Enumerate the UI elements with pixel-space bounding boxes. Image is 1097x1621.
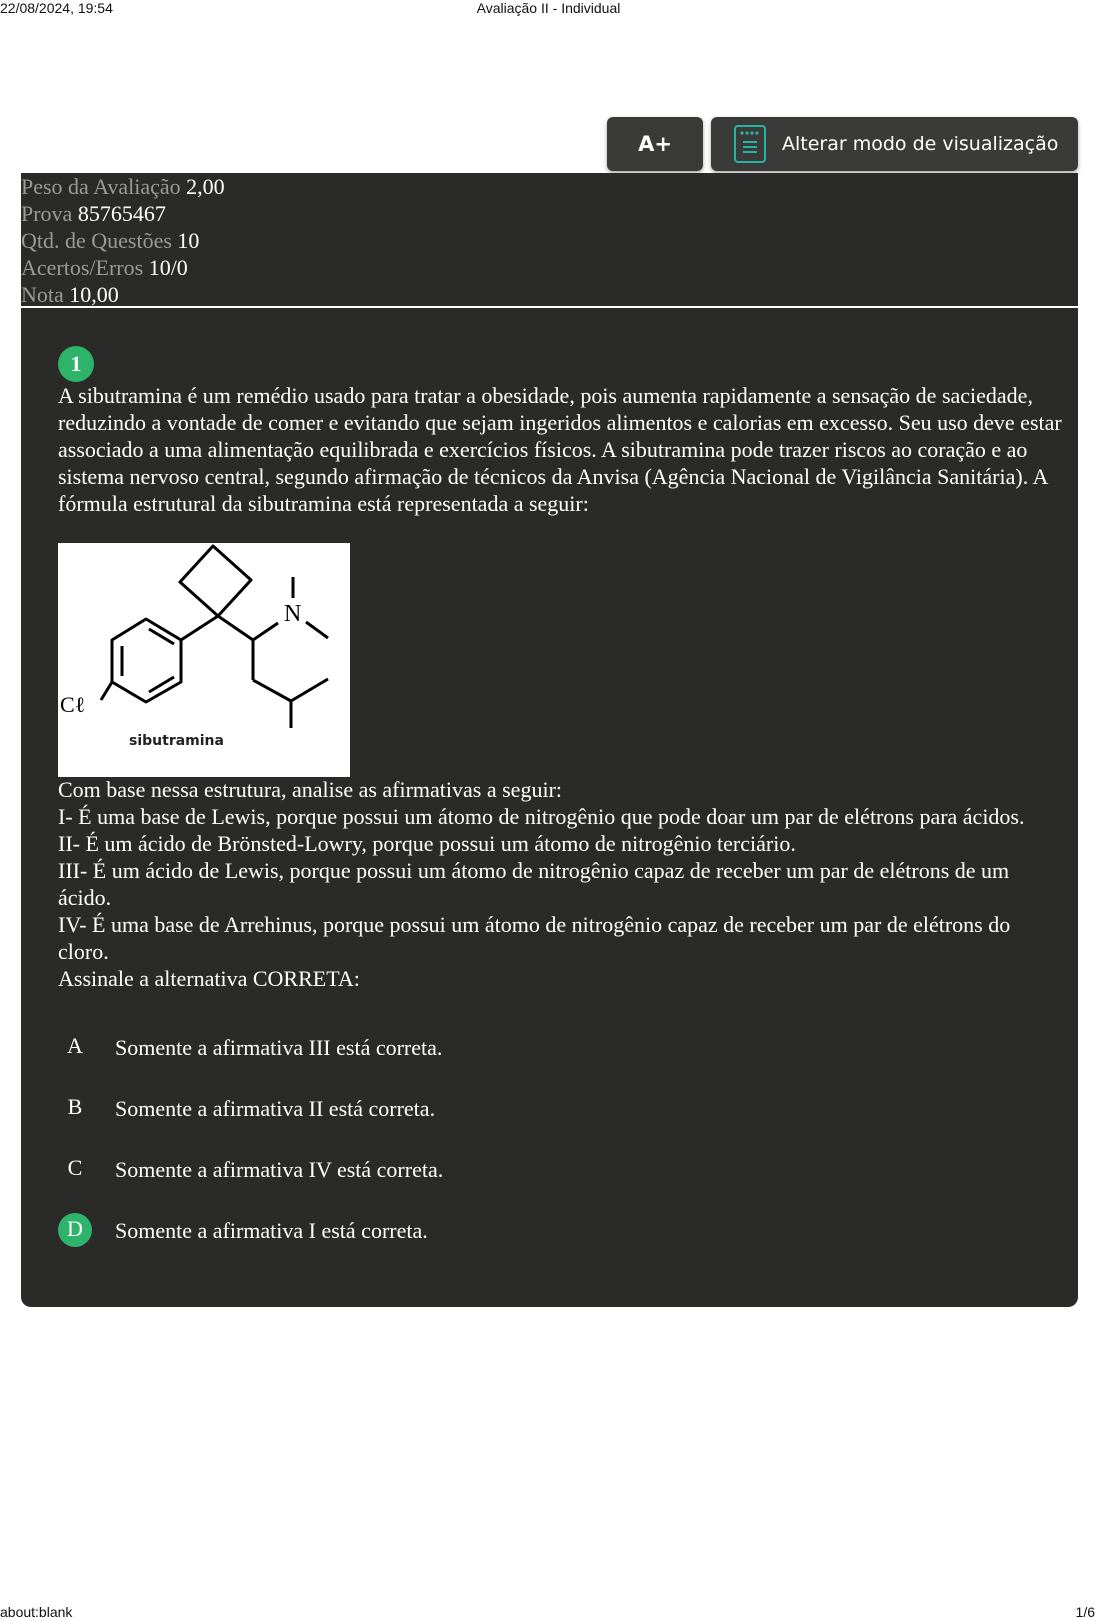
print-datetime: 22/08/2024, 19:54 [0, 0, 113, 16]
summary-score-value: 10/0 [148, 255, 188, 280]
option-letter-selected: D [58, 1213, 92, 1247]
statement-2: II- É um ácido de Brönsted-Lowry, porque possui um átomo de nitrogênio terciário. [58, 831, 796, 856]
option-text: Somente a afirmativa III está correta. [115, 1035, 443, 1060]
question-prompt: Assinale a alternativa CORRETA: [58, 966, 360, 991]
option-a[interactable] [58, 1030, 1058, 1066]
summary-weight-label: Peso da Avaliação [21, 174, 181, 199]
summary-grade [21, 281, 1078, 308]
question-card [21, 308, 1078, 1307]
option-letter: B [67, 1094, 83, 1119]
summary-exam-value: 85765467 [77, 201, 166, 226]
question-statements [58, 776, 1063, 992]
question-stem: A sibutramina é um remédio usado para tratar a obesidade, pois aumenta rapidamente a sensação de saciedade, reduzindo a vontade de comer e evitando que sejam ingeridos alimentos e calorias em excesso. Seu uso deve estar associado a uma alimentação equilibrada e exercícios físicos. A sibutramina pode trazer riscos ao coração e ao sistema nervoso central, segundo afirmação de técnicos da Anvisa (Agência Nacional de Vigilância Sanitária). A fórmula estrutural da sibutramina está representada a seguir: [58, 383, 1062, 516]
question-number-badge: 1 [58, 346, 94, 382]
summary-weight [21, 173, 1078, 200]
option-text: Somente a afirmativa IV está correta. [115, 1157, 444, 1182]
chlorine-atom-label: Cℓ [60, 692, 86, 717]
print-footer [0, 1604, 1097, 1620]
summary-score-label: Acertos/Erros [21, 255, 144, 280]
print-url: about:blank [0, 1604, 73, 1620]
change-view-mode-button[interactable] [711, 117, 1078, 171]
summary-grade-label: Nota [21, 282, 64, 307]
summary-count-value: 10 [177, 228, 200, 253]
exam-summary [21, 173, 1078, 306]
summary-grade-value: 10,00 [69, 282, 119, 307]
option-letter: C [67, 1155, 83, 1180]
summary-count-label: Qtd. de Questões [21, 228, 172, 253]
option-text: Somente a afirmativa II está correta. [115, 1096, 436, 1121]
sibutramine-structure-image [58, 543, 350, 777]
change-view-mode-label: Alterar modo de visualização [782, 133, 1059, 155]
option-d-selected[interactable] [58, 1213, 1058, 1249]
print-header [0, 0, 1097, 16]
summary-score [21, 254, 1078, 281]
figure-caption: sibutramina [129, 733, 224, 749]
option-c[interactable] [58, 1152, 1058, 1188]
statement-4: IV- É uma base de Arrehinus, porque possui um átomo de nitrogênio capaz de receber um par de elétrons do cloro. [58, 912, 1011, 964]
increase-font-button[interactable]: A+ [607, 117, 703, 171]
summary-count [21, 227, 1078, 254]
summary-exam [21, 200, 1078, 227]
summary-exam-label: Prova [21, 201, 73, 226]
statements-intro: Com base nessa estrutura, analise as afirmativas a seguir: [58, 777, 563, 802]
print-page-number: 1/6 [1075, 1604, 1095, 1620]
print-title: Avaliação II - Individual [476, 0, 621, 16]
nitrogen-atom-label: N [284, 601, 302, 627]
summary-weight-value: 2,00 [186, 174, 225, 199]
statement-1: I- É uma base de Lewis, porque possui um átomo de nitrogênio que pode doar um par de elétrons para ácidos. [58, 804, 1025, 829]
document-icon [734, 125, 766, 163]
option-text: Somente a afirmativa I está correta. [115, 1218, 428, 1243]
statement-3: III- É um ácido de Lewis, porque possui um átomo de nitrogênio capaz de receber um par de elétrons de um ácido. [58, 858, 1010, 910]
option-letter: A [67, 1033, 83, 1058]
option-b[interactable] [58, 1091, 1058, 1127]
